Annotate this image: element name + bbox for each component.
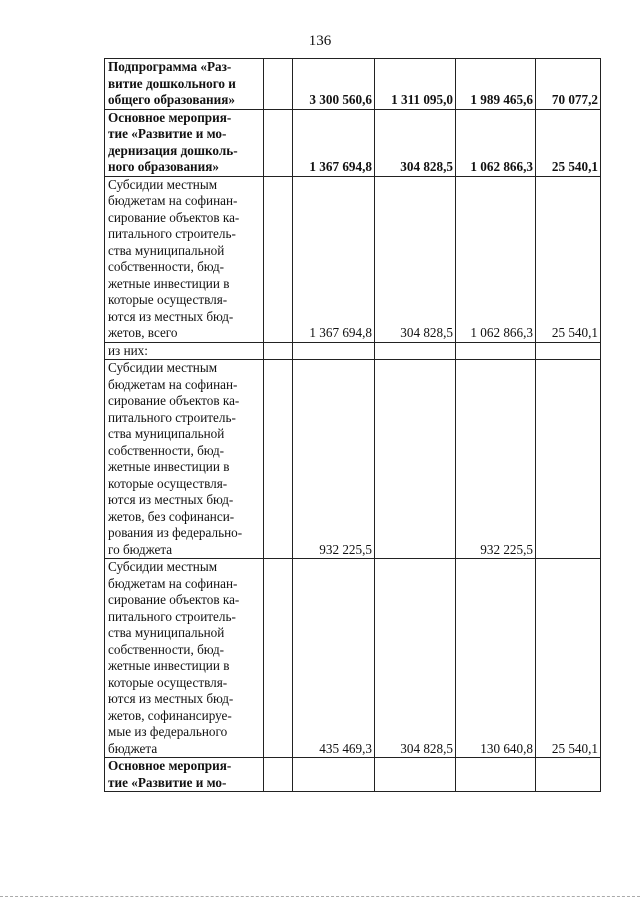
row-label-line: го бюджета xyxy=(108,541,173,557)
row-label-line: сирование объектов ка- xyxy=(108,209,240,225)
row-label-line: ного образования» xyxy=(108,159,219,174)
row-label xyxy=(105,342,264,360)
row-label-line: которые осуществля- xyxy=(108,292,228,307)
federal-value: 304 828,5 xyxy=(375,176,456,342)
row-label-line: жетные инвестиции в xyxy=(108,275,230,291)
federal-value: 304 828,5 xyxy=(375,559,456,758)
row-label xyxy=(105,758,264,792)
row-label-line: бюджетам на софинан- xyxy=(108,193,238,208)
row-label xyxy=(105,59,264,110)
table-body xyxy=(105,59,601,792)
total-value: 1 367 694,8 xyxy=(293,109,375,176)
row-label-line: питального строитель- xyxy=(108,608,236,624)
total-value: 1 367 694,8 xyxy=(293,176,375,342)
budget-table xyxy=(104,58,601,792)
row-label-line: жетные инвестиции в xyxy=(108,459,230,474)
row-label-line: Субсидии местным xyxy=(108,559,218,574)
local-value: 70 077,2 xyxy=(536,59,601,110)
row-label-line: жетов, всего xyxy=(108,325,178,340)
row-label-line: собственности, бюд- xyxy=(108,442,225,458)
table-row xyxy=(105,342,601,360)
row-label xyxy=(105,109,264,176)
regional-value xyxy=(456,758,536,792)
row-label-line: сирование объектов ка- xyxy=(108,592,240,607)
row-label-line: ства муниципальной xyxy=(108,426,225,441)
row-label-line: Подпрограмма «Раз- xyxy=(108,59,232,74)
empty-cell xyxy=(264,342,293,360)
local-value xyxy=(536,758,601,792)
regional-value: 1 062 866,3 xyxy=(456,176,536,342)
row-label-line: которые осуществля- xyxy=(108,475,228,491)
row-label-line: тие «Развитие и мо- xyxy=(108,126,227,141)
row-label xyxy=(105,176,264,342)
empty-cell xyxy=(264,360,293,559)
row-label-line: Основное мероприя- xyxy=(108,109,232,125)
row-label-line: бюджетам на софинан- xyxy=(108,376,238,392)
row-label-line: дернизация дошколь- xyxy=(108,142,238,158)
row-label-line: ства муниципальной xyxy=(108,625,225,640)
row-label-line: из них: xyxy=(108,342,148,358)
federal-value: 1 311 095,0 xyxy=(375,59,456,110)
row-label-line: бюджета xyxy=(108,740,158,756)
bottom-divider xyxy=(0,896,640,897)
row-label-line: питального строитель- xyxy=(108,226,236,241)
local-value: 25 540,1 xyxy=(536,559,601,758)
row-label xyxy=(105,360,264,559)
local-value xyxy=(536,360,601,559)
table-row xyxy=(105,360,601,559)
total-value xyxy=(293,342,375,360)
total-value: 435 469,3 xyxy=(293,559,375,758)
regional-value: 932 225,5 xyxy=(456,360,536,559)
local-value: 25 540,1 xyxy=(536,109,601,176)
row-label-line: которые осуществля- xyxy=(108,674,228,690)
table-row xyxy=(105,559,601,758)
row-label-line: сирование объектов ка- xyxy=(108,393,240,408)
row-label-line: Субсидии местным xyxy=(108,176,218,192)
row-label-line: ются из местных бюд- xyxy=(108,492,234,507)
row-label-line: мые из федерального xyxy=(108,724,228,739)
table-row xyxy=(105,109,601,176)
row-label-line: ства муниципальной xyxy=(108,242,225,258)
table-row xyxy=(105,59,601,110)
empty-cell xyxy=(264,109,293,176)
row-label-line: собственности, бюд- xyxy=(108,259,225,274)
row-label-line: жетов, без софинанси- xyxy=(108,508,235,524)
total-value: 3 300 560,6 xyxy=(293,59,375,110)
row-label-line: тие «Развитие и мо- xyxy=(108,774,227,790)
local-value: 25 540,1 xyxy=(536,176,601,342)
empty-cell xyxy=(264,59,293,110)
row-label-line: витие дошкольного и xyxy=(108,75,236,91)
row-label-line: питального строитель- xyxy=(108,409,236,425)
row-label-line: жетные инвестиции в xyxy=(108,658,230,673)
regional-value: 1 062 866,3 xyxy=(456,109,536,176)
federal-value: 304 828,5 xyxy=(375,109,456,176)
local-value xyxy=(536,342,601,360)
row-label xyxy=(105,559,264,758)
row-label-line: ются из местных бюд- xyxy=(108,691,234,706)
row-label-line: рования из федерально- xyxy=(108,525,243,540)
page-number: 136 xyxy=(308,33,332,49)
row-label-line: общего образования» xyxy=(108,92,235,107)
table-row xyxy=(105,176,601,342)
row-label-line: Основное мероприя- xyxy=(108,758,232,773)
regional-value: 1 989 465,6 xyxy=(456,59,536,110)
total-value xyxy=(293,758,375,792)
row-label-line: Субсидии местным xyxy=(108,360,218,375)
federal-value xyxy=(375,758,456,792)
row-label-line: бюджетам на софинан- xyxy=(108,575,238,591)
empty-cell xyxy=(264,559,293,758)
federal-value xyxy=(375,342,456,360)
regional-value xyxy=(456,342,536,360)
regional-value: 130 640,8 xyxy=(456,559,536,758)
empty-cell xyxy=(264,176,293,342)
row-label-line: жетов, софинансируе- xyxy=(108,707,232,723)
empty-cell xyxy=(264,758,293,792)
total-value: 932 225,5 xyxy=(293,360,375,559)
federal-value xyxy=(375,360,456,559)
row-label-line: собственности, бюд- xyxy=(108,641,225,657)
table-row xyxy=(105,758,601,792)
row-label-line: ются из местных бюд- xyxy=(108,308,234,324)
